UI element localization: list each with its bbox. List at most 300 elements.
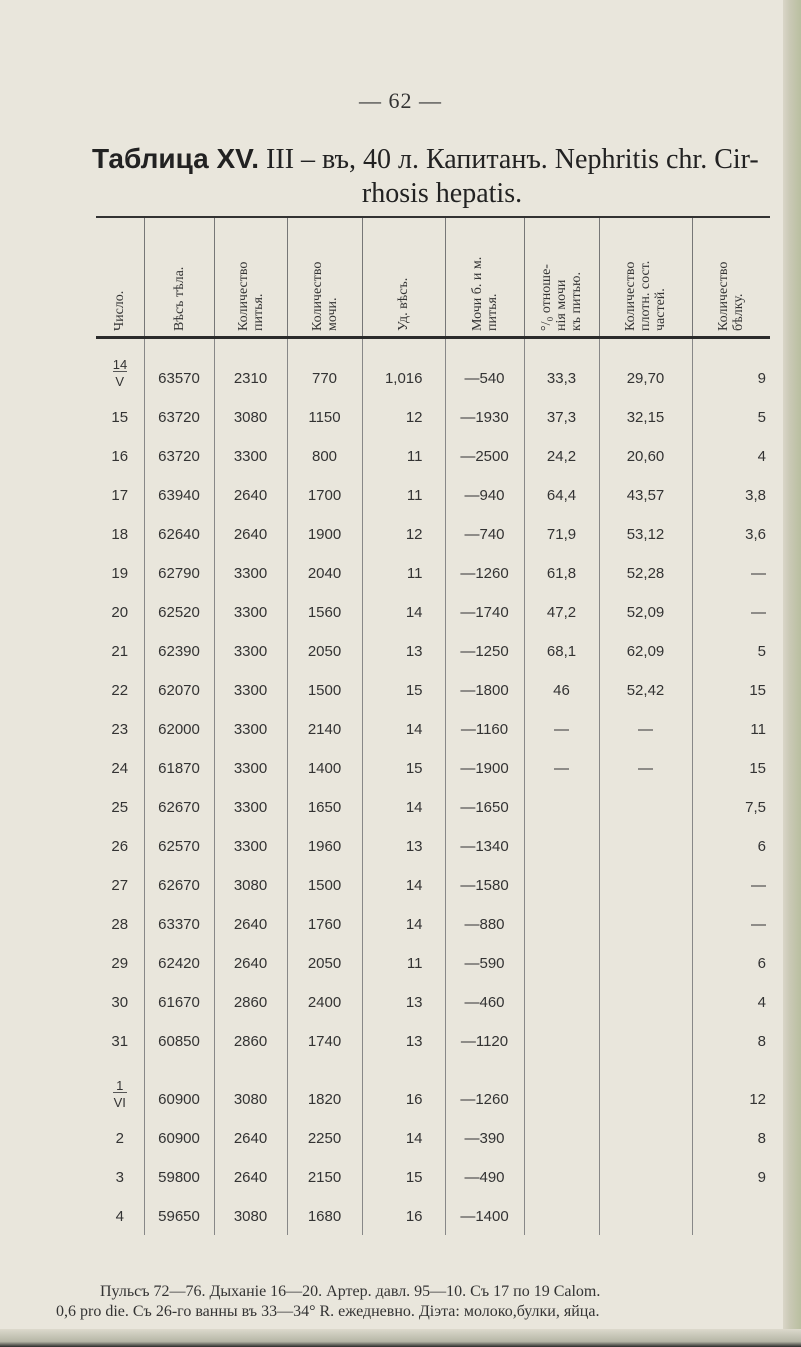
cell-protein	[692, 1196, 770, 1235]
table-row	[96, 1060, 770, 1118]
cell-value	[600, 1011, 692, 1021]
cell-diff	[445, 982, 524, 1021]
cell-urine	[287, 514, 362, 553]
cell-value: 5	[757, 409, 766, 426]
table-row	[96, 1021, 770, 1060]
cell-value: 2310	[233, 370, 268, 387]
cell-pct	[524, 1196, 599, 1235]
cell-value: —460	[464, 994, 505, 1011]
cell-protein	[692, 787, 770, 826]
cell-value	[693, 1225, 767, 1235]
cell-value: 2150	[307, 1169, 342, 1186]
cell-drink	[214, 826, 287, 865]
cell-value: 62390	[158, 643, 200, 660]
cell-value: 53,12	[626, 526, 665, 543]
cell-day-number: 23	[111, 721, 129, 738]
cell-solids	[599, 631, 692, 670]
cell-urine	[287, 397, 362, 436]
cell-value: 3300	[233, 604, 268, 621]
col-header-solids: Количество плотн. сост. частей.	[599, 217, 692, 338]
cell-value: 1760	[307, 916, 342, 933]
cell-drink	[214, 553, 287, 592]
cell-pct	[524, 436, 599, 475]
cell-value: 3300	[233, 643, 268, 660]
cell-value: 8	[757, 1033, 766, 1050]
cell-value: 1960	[307, 838, 342, 855]
cell-value: 6	[757, 838, 766, 855]
cell-value: 3300	[233, 799, 268, 816]
cell-diff	[445, 709, 524, 748]
cell-value: 59800	[158, 1169, 200, 1186]
cell-diff	[445, 436, 524, 475]
cell-sg	[362, 709, 445, 748]
cell-day-number: 2	[115, 1130, 124, 1147]
cell-drink	[214, 1060, 287, 1118]
cell-sg	[362, 338, 445, 398]
cell-value: 62070	[158, 682, 200, 699]
cell-value: 62000	[158, 721, 200, 738]
cell-value: 5	[757, 643, 766, 660]
cell-value: —390	[464, 1130, 505, 1147]
cell-day-number: 25	[111, 799, 129, 816]
cell-weight	[144, 826, 214, 865]
cell-day	[96, 338, 144, 398]
cell-weight	[144, 865, 214, 904]
cell-value	[525, 972, 599, 982]
cell-sg	[362, 592, 445, 631]
cell-day	[96, 865, 144, 904]
cell-value: 3300	[233, 682, 268, 699]
cell-value	[525, 1011, 599, 1021]
cell-weight	[144, 1157, 214, 1196]
cell-protein	[692, 592, 770, 631]
cell-drink	[214, 1196, 287, 1235]
cell-diff	[445, 1157, 524, 1196]
cell-value	[600, 1186, 692, 1196]
cell-value: 2040	[307, 565, 342, 582]
col-header-day: Число.	[96, 217, 144, 338]
cell-solids	[599, 982, 692, 1021]
cell-day-number: 26	[111, 838, 129, 855]
cell-value: 3300	[233, 721, 268, 738]
cell-value: 2050	[307, 955, 342, 972]
cell-value: 2250	[307, 1130, 342, 1147]
cell-solids	[599, 709, 692, 748]
cell-day-number: 16	[111, 448, 129, 465]
cell-urine	[287, 475, 362, 514]
cell-weight	[144, 982, 214, 1021]
cell-value: —1650	[460, 799, 509, 816]
cell-value: 60900	[158, 1091, 200, 1108]
cell-value: 61670	[158, 994, 200, 1011]
table-row	[96, 338, 770, 398]
cell-value: 59650	[158, 1208, 200, 1225]
cell-urine	[287, 1021, 362, 1060]
cell-protein	[692, 826, 770, 865]
cell-value	[600, 816, 692, 826]
cell-value: 24,2	[546, 448, 577, 465]
cell-weight	[144, 1118, 214, 1157]
cell-day-number: 30	[111, 994, 129, 1011]
cell-value: —	[554, 721, 569, 738]
cell-solids	[599, 1118, 692, 1157]
cell-urine	[287, 338, 362, 398]
cell-value: —940	[464, 487, 505, 504]
cell-value: 1,016	[384, 370, 423, 387]
cell-value: 52,42	[626, 682, 665, 699]
cell-value: —1340	[460, 838, 509, 855]
cell-pct	[524, 904, 599, 943]
cell-value: 52,28	[626, 565, 665, 582]
col-header-protein: Количество бѣлку.	[692, 217, 770, 338]
cell-value: 20,60	[626, 448, 665, 465]
cell-protein	[692, 670, 770, 709]
cell-solids	[599, 338, 692, 398]
cell-value: 33,3	[546, 370, 577, 387]
cell-value: 62640	[158, 526, 200, 543]
cell-value: 11	[406, 487, 423, 504]
cell-pct	[524, 338, 599, 398]
cell-pct	[524, 943, 599, 982]
cell-protein	[692, 1118, 770, 1157]
cell-diff	[445, 787, 524, 826]
cell-weight	[144, 514, 214, 553]
cell-sg	[362, 631, 445, 670]
cell-day-number: 19	[111, 565, 129, 582]
cell-sg	[362, 514, 445, 553]
cell-value: 11	[406, 448, 423, 465]
cell-urine	[287, 709, 362, 748]
page-edge-bottom	[0, 1329, 801, 1347]
cell-day-number: 18	[111, 526, 129, 543]
table-row	[96, 631, 770, 670]
cell-diff	[445, 904, 524, 943]
cell-value: 2140	[307, 721, 342, 738]
table-row	[96, 904, 770, 943]
cell-day	[96, 1196, 144, 1235]
cell-value: 1500	[307, 877, 342, 894]
cell-value: —	[751, 877, 766, 894]
cell-pct	[524, 748, 599, 787]
cell-value: 1900	[307, 526, 342, 543]
cell-value: 1400	[307, 760, 342, 777]
cell-weight	[144, 1196, 214, 1235]
cell-value	[525, 1147, 599, 1157]
cell-urine	[287, 1196, 362, 1235]
table-header-row	[96, 217, 770, 338]
cell-protein	[692, 982, 770, 1021]
cell-value: —	[751, 604, 766, 621]
cell-day-number: 17	[111, 487, 129, 504]
cell-diff	[445, 865, 524, 904]
cell-urine	[287, 865, 362, 904]
table-row	[96, 475, 770, 514]
cell-drink	[214, 865, 287, 904]
cell-value: 63720	[158, 448, 200, 465]
cell-value: —1580	[460, 877, 509, 894]
cell-value	[525, 1108, 599, 1118]
cell-value: —540	[464, 370, 505, 387]
cell-day-number: 29	[111, 955, 129, 972]
cell-value: 13	[405, 838, 423, 855]
cell-protein	[692, 709, 770, 748]
cell-sg	[362, 436, 445, 475]
cell-solids	[599, 826, 692, 865]
table-row	[96, 787, 770, 826]
cell-value: 13	[405, 1033, 423, 1050]
cell-value: 1650	[307, 799, 342, 816]
cell-value: —1260	[460, 565, 509, 582]
cell-day-number: 20	[111, 604, 129, 621]
cell-drink	[214, 1118, 287, 1157]
cell-day-number: 31	[111, 1033, 129, 1050]
cell-value	[600, 933, 692, 943]
cell-value: 14	[405, 1130, 423, 1147]
cell-pct	[524, 475, 599, 514]
cell-value: 1500	[307, 682, 342, 699]
cell-solids	[599, 1196, 692, 1235]
cell-protein	[692, 553, 770, 592]
cell-weight	[144, 475, 214, 514]
cell-value: 52,09	[626, 604, 665, 621]
cell-urine	[287, 1060, 362, 1118]
cell-value: 61,8	[546, 565, 577, 582]
cell-sg	[362, 553, 445, 592]
table-row	[96, 514, 770, 553]
cell-solids	[599, 592, 692, 631]
cell-day	[96, 748, 144, 787]
cell-value: 63720	[158, 409, 200, 426]
cell-value: 14	[405, 721, 423, 738]
cell-day	[96, 670, 144, 709]
cell-weight	[144, 338, 214, 398]
cell-sg	[362, 1157, 445, 1196]
cell-value: 62,09	[626, 643, 665, 660]
cell-diff	[445, 338, 524, 398]
cell-value: 46	[553, 682, 570, 699]
cell-drink	[214, 1021, 287, 1060]
cell-weight	[144, 943, 214, 982]
cell-pct	[524, 1060, 599, 1118]
table-row	[96, 943, 770, 982]
cell-value: 3080	[233, 1208, 268, 1225]
cell-sg	[362, 943, 445, 982]
table-row	[96, 748, 770, 787]
table-body	[96, 338, 770, 1236]
cell-sg	[362, 1021, 445, 1060]
cell-weight	[144, 709, 214, 748]
cell-value: 12	[405, 409, 423, 426]
footer-line-2: 0,6 pro die. Съ 26-го ванны въ 33—34° R. ежедневно. Діэта: молоко,булки, яйца.	[56, 1303, 600, 1320]
cell-value: 63370	[158, 916, 200, 933]
cell-value: 62790	[158, 565, 200, 582]
cell-protein	[692, 1157, 770, 1196]
col-header-drink: Количество питья.	[214, 217, 287, 338]
cell-value: —1250	[460, 643, 509, 660]
cell-solids	[599, 748, 692, 787]
cell-day	[96, 826, 144, 865]
cell-value: —	[751, 565, 766, 582]
cell-weight	[144, 553, 214, 592]
table-row	[96, 592, 770, 631]
footer-line-1: Пульсъ 72—76. Дыханіе 16—20. Артер. давл. 95—10. Съ 17 по 19 Calom.	[100, 1283, 601, 1300]
cell-urine	[287, 553, 362, 592]
cell-value: —740	[464, 526, 505, 543]
table-row	[96, 1118, 770, 1157]
cell-value: —1930	[460, 409, 509, 426]
cell-solids	[599, 514, 692, 553]
cell-day-number: 24	[111, 760, 129, 777]
cell-day	[96, 943, 144, 982]
cell-pct	[524, 553, 599, 592]
cell-month: VI	[113, 1095, 126, 1110]
cell-diff	[445, 631, 524, 670]
cell-value: 62570	[158, 838, 200, 855]
col-header-difference: Мочи б. и м. питья.	[445, 217, 524, 338]
cell-day	[96, 982, 144, 1021]
cell-value: —590	[464, 955, 505, 972]
cell-value: 11	[750, 721, 766, 738]
cell-value: 2640	[233, 1169, 268, 1186]
cell-value: 61870	[158, 760, 200, 777]
cell-value	[600, 894, 692, 904]
cell-urine	[287, 748, 362, 787]
cell-value: 63570	[158, 370, 200, 387]
cell-value: 14	[405, 604, 423, 621]
cell-solids	[599, 1157, 692, 1196]
cell-day	[96, 1118, 144, 1157]
cell-day-number: 15	[111, 409, 129, 426]
cell-value	[600, 1050, 692, 1060]
cell-sg	[362, 787, 445, 826]
table-row	[96, 436, 770, 475]
cell-value: —2500	[460, 448, 509, 465]
cell-diff	[445, 670, 524, 709]
cell-pct	[524, 865, 599, 904]
cell-value: 62420	[158, 955, 200, 972]
cell-value	[600, 855, 692, 865]
cell-value: 15	[405, 682, 423, 699]
cell-value	[525, 933, 599, 943]
cell-value: 2050	[307, 643, 342, 660]
cell-drink	[214, 670, 287, 709]
cell-value: —	[638, 760, 653, 777]
cell-sg	[362, 397, 445, 436]
cell-urine	[287, 670, 362, 709]
cell-day-number: 1	[113, 1079, 127, 1093]
table-row	[96, 1196, 770, 1235]
cell-value: 13	[405, 643, 423, 660]
cell-solids	[599, 1060, 692, 1118]
cell-value: 15	[749, 760, 766, 777]
cell-value: —	[554, 760, 569, 777]
cell-value: 60900	[158, 1130, 200, 1147]
cell-value	[525, 894, 599, 904]
cell-solids	[599, 904, 692, 943]
cell-pct	[524, 1118, 599, 1157]
cell-value	[525, 1186, 599, 1196]
cell-day	[96, 553, 144, 592]
footer-notes	[56, 1282, 780, 1322]
cell-value: 7,5	[745, 799, 766, 816]
cell-value: —880	[464, 916, 505, 933]
cell-protein	[692, 865, 770, 904]
cell-value	[525, 1225, 599, 1235]
cell-value: —490	[464, 1169, 505, 1186]
table-title-line2: rhosis hepatis.	[361, 178, 523, 209]
cell-value: 1680	[307, 1208, 342, 1225]
cell-sg	[362, 826, 445, 865]
cell-value: 1560	[307, 604, 342, 621]
cell-value: 15	[405, 1169, 423, 1186]
cell-protein	[692, 904, 770, 943]
cell-value: 29,70	[626, 370, 665, 387]
cell-day	[96, 709, 144, 748]
cell-value: 1820	[307, 1091, 342, 1108]
cell-value: 13	[405, 994, 423, 1011]
cell-day	[96, 1060, 144, 1118]
table-row	[96, 982, 770, 1021]
cell-solids	[599, 1021, 692, 1060]
cell-diff	[445, 826, 524, 865]
cell-diff	[445, 748, 524, 787]
cell-drink	[214, 748, 287, 787]
cell-urine	[287, 982, 362, 1021]
cell-value: 9	[757, 370, 766, 387]
cell-value: 62670	[158, 877, 200, 894]
cell-drink	[214, 904, 287, 943]
cell-value	[600, 1225, 692, 1235]
cell-value: 37,3	[546, 409, 577, 426]
cell-protein	[692, 397, 770, 436]
cell-diff	[445, 1196, 524, 1235]
cell-value: 12	[749, 1091, 766, 1108]
cell-day-number: 3	[115, 1169, 124, 1186]
cell-pct	[524, 397, 599, 436]
cell-value	[525, 1050, 599, 1060]
cell-pct	[524, 709, 599, 748]
cell-day	[96, 787, 144, 826]
cell-solids	[599, 475, 692, 514]
col-header-percent: °/₀ отноше- нія мочи къ питью.	[524, 217, 599, 338]
cell-day-number: 14	[112, 357, 128, 372]
col-header-specific-gravity: Уд. вѣсъ.	[362, 217, 445, 338]
cell-urine	[287, 592, 362, 631]
cell-month: V	[115, 374, 125, 389]
cell-value: 11	[406, 565, 423, 582]
page-number: — 62 —	[359, 88, 442, 113]
cell-day-number: 21	[111, 643, 129, 660]
cell-protein	[692, 631, 770, 670]
cell-value: 62520	[158, 604, 200, 621]
cell-value: 3,8	[745, 487, 766, 504]
cell-drink	[214, 592, 287, 631]
cell-value: 14	[405, 877, 423, 894]
cell-value: 15	[749, 682, 766, 699]
cell-value: —	[638, 721, 653, 738]
cell-value: 2860	[233, 994, 268, 1011]
table-row	[96, 1157, 770, 1196]
cell-pct	[524, 1021, 599, 1060]
table-row	[96, 865, 770, 904]
cell-day-number: 4	[115, 1208, 124, 1225]
cell-urine	[287, 1157, 362, 1196]
cell-sg	[362, 1060, 445, 1118]
cell-sg	[362, 1118, 445, 1157]
cell-weight	[144, 748, 214, 787]
cell-solids	[599, 865, 692, 904]
cell-urine	[287, 436, 362, 475]
